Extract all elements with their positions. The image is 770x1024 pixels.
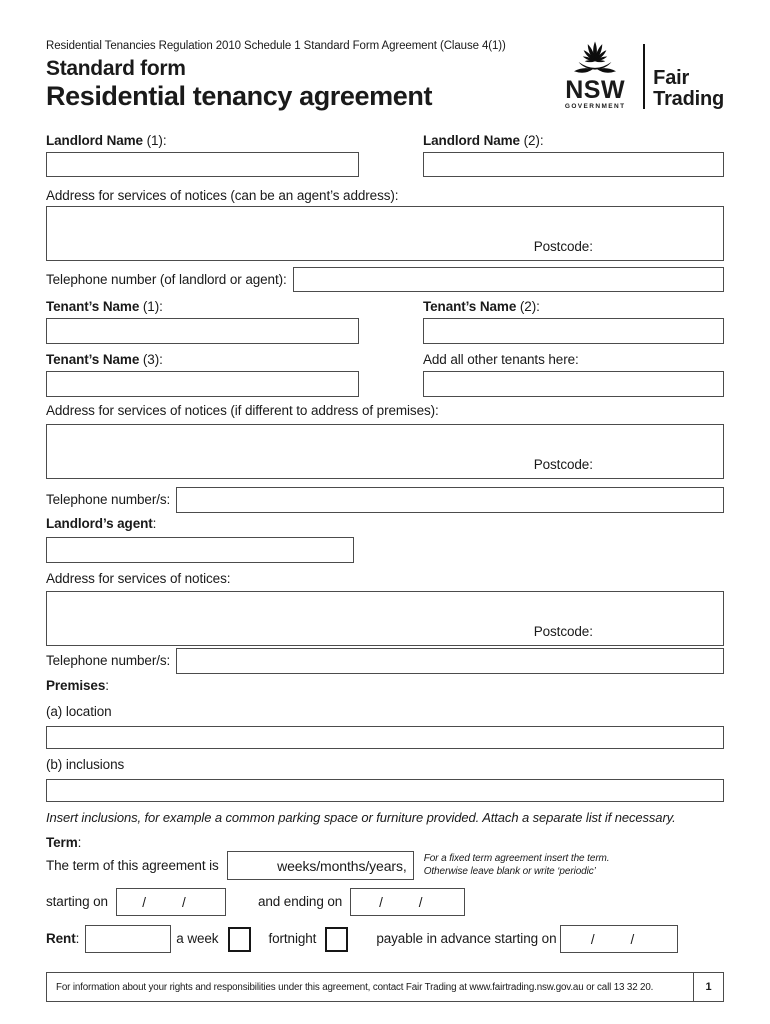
rent-fortnight-checkbox[interactable] bbox=[325, 927, 348, 952]
inclusions-input[interactable] bbox=[46, 779, 724, 802]
page-number: 1 bbox=[693, 973, 723, 1001]
landlord-name-labels-row bbox=[46, 133, 724, 149]
payable-label: payable in advance starting on bbox=[376, 931, 557, 946]
tenant-name-inputs-row-2 bbox=[46, 371, 724, 397]
footer-bar bbox=[46, 972, 724, 1002]
tenant-name-2-label-bold: Tenant’s Name bbox=[423, 299, 517, 314]
tenant-name-1-suffix: (1): bbox=[139, 299, 163, 314]
start-date-slash-2: / bbox=[181, 894, 186, 910]
premises-label bbox=[46, 678, 724, 694]
other-tenants-input[interactable] bbox=[423, 371, 724, 397]
landlord-address-input[interactable] bbox=[46, 206, 724, 261]
rent-colon: : bbox=[75, 931, 80, 946]
fortnight-label: fortnight bbox=[268, 931, 317, 946]
term-units-label: weeks/months/years, bbox=[277, 857, 407, 874]
landlord-name-1-input[interactable] bbox=[46, 152, 359, 177]
landlord-phone-row bbox=[46, 267, 724, 292]
term-label-bold: Term bbox=[46, 835, 78, 850]
rent-start-date-input[interactable] bbox=[560, 925, 678, 953]
term-note-line-2: Otherwise leave blank or write ‘periodic’ bbox=[423, 865, 596, 877]
term-note-line-1: For a fixed term agreement insert the term. bbox=[423, 853, 610, 864]
start-date-input[interactable] bbox=[116, 888, 226, 916]
page-title: Residential tenancy agreement bbox=[46, 81, 433, 111]
landlord-postcode-label: Postcode: bbox=[533, 239, 593, 254]
add-other-tenants-label: Add all other tenants here: bbox=[423, 352, 579, 367]
tenant-name-2-suffix: (2): bbox=[516, 299, 540, 314]
trading-text: Trading bbox=[653, 88, 724, 110]
ending-on-label: and ending on bbox=[257, 894, 343, 909]
landlord-phone-label: Telephone number (of landlord or agent): bbox=[46, 271, 287, 287]
tenant-name-labels-row-2 bbox=[46, 352, 724, 368]
landlord-name-inputs-row bbox=[46, 152, 724, 177]
rent-amount-input[interactable] bbox=[85, 925, 171, 953]
term-colon: : bbox=[77, 835, 82, 850]
landlords-agent-label-bold: Landlord’s agent bbox=[46, 516, 153, 531]
landlord-name-2-suffix: (2): bbox=[519, 133, 544, 148]
landlords-agent-input[interactable] bbox=[46, 537, 354, 563]
landlord-name-2-label-bold: Landlord Name bbox=[423, 133, 520, 148]
waratah-flower-icon bbox=[559, 36, 631, 78]
tenant-name-2-label bbox=[423, 299, 724, 315]
landlord-phone-input[interactable] bbox=[293, 267, 724, 292]
location-label: (a) location bbox=[46, 704, 112, 719]
tenant-name-1-label bbox=[46, 299, 359, 315]
fair-text: Fair bbox=[653, 67, 690, 89]
term-label bbox=[46, 835, 724, 851]
tenant-name-1-label-bold: Tenant’s Name bbox=[46, 299, 140, 314]
term-row bbox=[46, 851, 724, 880]
rent-date-slash-1: / bbox=[590, 931, 595, 947]
landlord-name-2-input[interactable] bbox=[423, 152, 724, 177]
term-sentence: The term of this agreement is bbox=[46, 857, 219, 873]
a-week-label: a week bbox=[176, 931, 219, 946]
regulation-line: Residential Tenancies Regulation 2010 Schedule 1 Standard Form Agreement (Clause 4(1)) bbox=[46, 40, 506, 52]
tenant-name-3-label bbox=[46, 352, 359, 368]
landlords-agent-colon: : bbox=[152, 516, 157, 531]
rent-row bbox=[46, 925, 724, 953]
tenant-address-label: Address for services of notices (if different to address of premises): bbox=[46, 403, 439, 418]
landlord-name-1-suffix: (1): bbox=[142, 133, 167, 148]
tenant-name-2-input[interactable] bbox=[423, 318, 724, 344]
tenant-address-input[interactable] bbox=[46, 424, 724, 479]
rent-week-checkbox[interactable] bbox=[228, 927, 251, 952]
landlord-address-label: Address for services of notices (can be an agent’s address): bbox=[46, 188, 399, 203]
landlords-agent-label bbox=[46, 516, 724, 532]
logo-divider bbox=[643, 44, 645, 109]
rent-label-bold: Rent bbox=[46, 931, 76, 946]
government-logo-text: GOVERNMENT bbox=[564, 103, 626, 110]
agent-phone-row bbox=[46, 648, 724, 674]
tenant-postcode-label: Postcode: bbox=[533, 457, 593, 472]
inclusions-label: (b) inclusions bbox=[46, 757, 125, 772]
premises-colon: : bbox=[105, 678, 109, 693]
tenant-name-labels-row-1 bbox=[46, 299, 724, 315]
start-date-slash-1: / bbox=[142, 894, 146, 910]
footer-info-text: For information about your rights and responsibilities under this agreement, contact Fair Trading at www.fairtrading.nsw.gov.au or call 13 32 20. bbox=[56, 981, 654, 993]
fair-trading-wordmark bbox=[653, 36, 724, 111]
nsw-logo-text: NSW bbox=[565, 76, 626, 104]
form-subtitle: Standard form bbox=[46, 57, 186, 80]
agent-phone-input[interactable] bbox=[176, 648, 724, 674]
location-input[interactable] bbox=[46, 726, 724, 749]
term-input[interactable] bbox=[227, 851, 414, 880]
tenant-name-3-label-bold: Tenant’s Name bbox=[46, 352, 140, 367]
landlord-name-2-label bbox=[423, 133, 724, 149]
end-date-input[interactable] bbox=[350, 888, 465, 916]
tenant-phone-input[interactable] bbox=[176, 487, 724, 513]
end-date-slash-2: / bbox=[418, 894, 423, 910]
inclusions-note: Insert inclusions, for example a common parking space or furniture provided. Attach a separate list if necessary. bbox=[46, 810, 676, 825]
starting-on-label: starting on bbox=[46, 894, 108, 909]
term-dates-row bbox=[46, 888, 724, 916]
agent-address-label: Address for services of notices: bbox=[46, 571, 231, 586]
tenant-phone-label: Telephone number/s: bbox=[46, 492, 171, 507]
rent-date-slash-2: / bbox=[630, 931, 635, 947]
nsw-government-block bbox=[555, 36, 635, 111]
landlord-name-1-label-bold: Landlord Name bbox=[46, 133, 143, 148]
tenant-name-3-suffix: (3): bbox=[139, 352, 163, 367]
tenant-name-3-input[interactable] bbox=[46, 371, 359, 397]
term-note bbox=[424, 853, 610, 878]
nsw-fair-trading-logo bbox=[555, 36, 724, 111]
rent-label bbox=[46, 931, 79, 947]
tenant-name-1-input[interactable] bbox=[46, 318, 359, 344]
agent-postcode-label: Postcode: bbox=[533, 624, 593, 639]
landlord-name-1-label bbox=[46, 133, 359, 149]
agent-phone-label: Telephone number/s: bbox=[46, 653, 171, 668]
tenant-phone-row bbox=[46, 487, 724, 513]
tenant-name-inputs-row-1 bbox=[46, 318, 724, 344]
premises-label-bold: Premises bbox=[46, 678, 106, 693]
agent-address-input[interactable] bbox=[46, 591, 724, 646]
end-date-slash-1: / bbox=[379, 894, 383, 910]
